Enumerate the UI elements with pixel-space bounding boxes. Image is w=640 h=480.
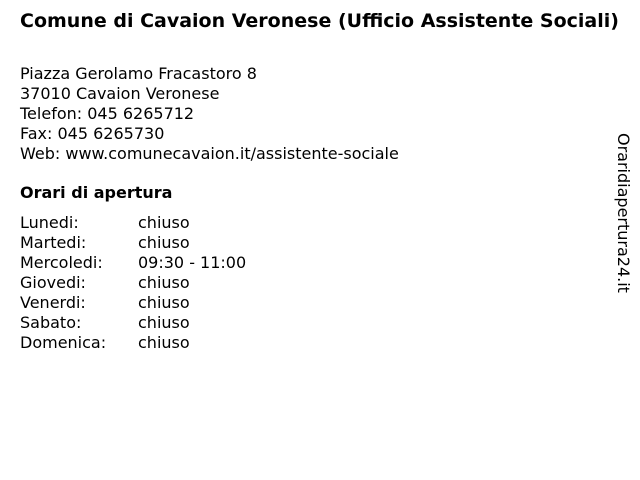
hours-row-wednesday [20,253,246,273]
fax-number: Fax: 045 6265730 [20,124,165,143]
hours-row-tuesday [20,233,246,253]
day-hours: 09:30 - 11:00 [138,253,247,272]
day-hours: chiuso [138,273,190,292]
address-street: Piazza Gerolamo Fracastoro 8 [20,64,257,83]
hours-row-saturday [20,313,246,333]
day-hours: chiuso [138,233,190,252]
day-label: Sabato: [20,313,82,332]
hours-row-friday [20,293,246,313]
day-label: Martedi: [20,233,87,252]
hours-row-thursday [20,273,246,293]
day-label: Mercoledi: [20,253,103,272]
day-hours: chiuso [138,213,190,232]
website-link[interactable]: Web: www.comunecavaion.it/assistente-sociale [20,144,399,163]
hours-row-monday [20,213,246,233]
watermark-text: Oraridiapertura24.it [614,133,633,293]
hours-row-sunday [20,333,246,353]
day-hours: chiuso [138,293,190,312]
address-block [20,64,399,164]
day-label: Domenica: [20,333,107,352]
day-hours: chiuso [138,333,190,352]
address-city: 37010 Cavaion Veronese [20,84,220,103]
day-hours: chiuso [138,313,190,332]
day-label: Venerdi: [20,293,86,312]
page-title: Comune di Cavaion Veronese (Ufficio Assistente Sociali) [20,10,619,32]
day-label: Giovedi: [20,273,86,292]
day-label: Lunedi: [20,213,79,232]
opening-hours-heading: Orari di apertura [20,183,173,202]
phone-number: Telefon: 045 6265712 [20,104,195,123]
opening-hours-table [20,213,246,353]
